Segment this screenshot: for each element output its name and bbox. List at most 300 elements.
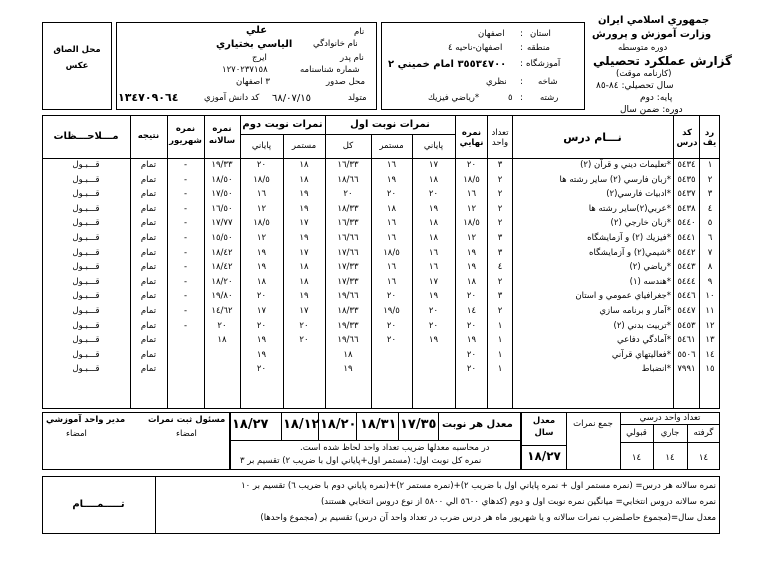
course-name: *فيزيك (٢) و آزمايشگاه [587,232,671,243]
course-first-continuous: ١٨/٥ [383,247,400,258]
course-first-total: ١٨/٣٣ [337,203,359,214]
footer-done: تـــــمــــام [72,499,125,510]
course-code: ٥٤٣٤ [677,160,696,170]
course-units: ٤ [497,262,503,273]
units-header: تعداد واحد درسي [639,413,701,423]
course-row-number: ٤ [707,203,713,214]
course-summer-grade: - [183,320,188,331]
course-remark: قـــبـول [72,262,100,273]
course-annual-grade: ١٩/٨٠ [211,291,233,302]
level-title: دوره متوسطه [618,43,668,53]
course-row-number: ٣ [707,189,713,200]
course-remark: قـــبـول [72,218,100,229]
course-units: ٢ [497,203,503,214]
course-annual-grade: ١٤/٦٢ [211,305,233,316]
course-first-final [412,362,455,377]
course-final-grade: ٢٠ [466,291,477,302]
gpa-value: ١٨/٢٧ [527,449,561,463]
course-first-continuous: ١٨ [386,203,397,214]
course-second-continuous: ١٨ [299,276,309,287]
course-name: *جغرافياي عمومي و استان [575,291,671,302]
course-second-continuous: ٢٠ [299,320,309,331]
course-first-final: ١٩ [428,291,439,302]
course-remark: قـــبـول [72,203,100,214]
course-code: ٥٤٣٨ [677,203,696,214]
course-first-total: ١٧/٣٣ [337,262,359,273]
branch-value: نظري [486,77,507,87]
course-second-final: ٢٠ [256,291,267,302]
course-remark: قـــبـول [72,160,100,170]
issue-label: محل صدور [326,77,366,87]
course-first-final: ١٩ [428,335,439,346]
school-label: آموزشگاه [526,59,561,69]
course-row-number: ١٥ [705,364,715,375]
column-first-continuous [371,158,412,377]
units-passed-value: ١٤ [631,453,642,463]
course-second-continuous: ١٧ [299,247,309,258]
course-first-total: ١٨ [343,349,353,360]
course-first-continuous: ٢٠ [386,189,397,200]
course-first-continuous [371,362,412,377]
course-row-number: ٦ [707,232,713,243]
course-second-continuous: ١٧ [299,305,309,316]
course-first-final: ١٨ [428,232,439,243]
course-final-grade: ١٨/٥ [463,218,480,229]
header-row: رد يف [702,128,717,149]
issue-value: ٣ اصفهان [236,77,270,87]
student-code-value: ١٣٤٧٠٩٠٦٤ [118,91,179,104]
header-remarks: مـــلاحـــظات [53,131,119,142]
course-name: *هندسه (١) [629,276,671,287]
course-annual-grade: ١٦/٥٠ [211,203,233,214]
course-second-final: ٢٠ [256,160,267,170]
footer-line-1: نمره سالانه هر درس= (نمره مستمر اول + نمره پاياني اول با ضريب ٢)+(نمره مستمر ٢)+(نمره پاياني دوم با ضريب ٦) تقسيم بر ١٠ [241,481,716,491]
course-annual-grade: ١٨/٢٠ [211,276,233,287]
course-units: ١ [497,320,503,331]
round-avg-3: ١٨/٢٠ [320,417,357,432]
course-code: ٥٤٦١ [677,335,696,346]
director-label: مدير واحد آموزشي [46,415,126,425]
course-remark: قـــبـول [72,335,100,346]
course-name: *شيمي(٢) و آزمايشگاه [589,247,671,258]
total-label: جمع نمرات [573,419,613,429]
header-second-round: نمرات نوبت دوم [242,119,323,130]
course-second-final: ٢٠ [256,320,267,331]
course-second-final: ١٢ [256,232,267,243]
course-result: تمام [140,160,157,170]
course-summer-grade: - [183,232,188,243]
course-name: *زبان فارسي (٢) ساير رشته ها [559,174,671,185]
course-second-continuous [283,362,325,377]
course-summer-grade [167,333,204,348]
course-row-number: ١٤ [705,349,715,360]
round-avg-label: معدل هر نوبت [442,419,513,430]
header-first-final: پاياني [423,141,444,151]
id-label: شماره شناسنامه [300,65,360,75]
course-units: ٢ [497,174,503,185]
director-sign: امضاء [66,429,87,439]
course-remark: قـــبـول [72,276,100,287]
round-avg-4: ١٨/١٢ [283,417,320,432]
column-summer [167,158,204,377]
province-value: اصفهان [478,29,505,39]
header-second-continuous: مستمر [291,141,317,151]
course-code: ٥٤٣٧ [677,189,696,200]
course-units: ٣ [497,232,503,243]
course-name: *تربيت بدني (٢) [613,320,671,331]
course-name: *ادبيات فارسي(٢) [606,189,671,200]
course-final-grade: ١٤ [466,305,477,316]
course-name: *انضباط [641,364,671,375]
course-first-total: ١٨/٣٣ [337,305,359,316]
column-remarks [42,158,130,377]
course-second-continuous: ١٨ [299,160,309,170]
header-result: نتيجه [137,131,160,141]
course-annual-grade: ١٨/٤٢ [211,262,233,273]
province-label: استان [530,29,551,39]
course-row-number: ١٣ [705,335,715,346]
gpa-label: معدل سال [532,416,556,438]
course-summer-grade [167,362,204,377]
course-result: تمام [140,262,157,273]
course-row-number: ١٢ [705,320,715,331]
course-code: ٥٤٤٠ [677,218,696,229]
course-result: تمام [140,203,157,214]
field-label: رشته [540,93,559,103]
course-units: ١ [497,335,503,346]
course-result: تمام [140,276,157,287]
course-row-number: ٩ [707,276,713,287]
course-final-grade: ١٩ [466,262,477,273]
course-code: ٥٥٠٦ [677,349,696,360]
course-first-final: ١٦ [428,247,439,258]
course-code: ٥٤٣٥ [677,174,696,185]
course-first-total: ١٧/٦٦ [337,247,359,258]
column-second-final [240,158,283,377]
course-annual-grade [204,348,240,363]
course-result: تمام [140,320,157,331]
course-first-continuous: ١٦ [386,160,397,170]
republic-title: جمهوري اسلامي ايران [598,15,710,26]
course-first-continuous: ١٩ [386,174,397,185]
course-name: *عربي(٢)ساير رشته ها [588,203,671,214]
course-first-continuous [371,348,412,363]
course-first-continuous: ١٩/٥ [383,305,400,316]
course-annual-grade: ١٨ [217,335,227,346]
header-first-round: نمرات نوبت اول [350,119,430,130]
header-final: نمره نهايي [459,128,484,149]
course-annual-grade: ٢٠ [217,320,227,331]
course-name: *زبان خارجي (٢) [610,218,671,229]
course-remark: قـــبـول [72,349,100,360]
course-second-final: ١٩ [256,349,267,360]
avg-note-2: نمره كل نوبت اول: (مستمر اول+پاياني اول با ضريب ٢) تقسيم بر ٣ [240,456,482,466]
avg-note-1: در محاسبه معدلها ضريب تعداد واحد لحاظ شده است. [300,443,490,453]
course-first-final [412,348,455,363]
round-avg-1: ١٧/٣٥ [400,417,437,432]
column-second-continuous [283,158,325,377]
course-name: *آمار و برنامه سازي [599,305,671,316]
header-summer: نمره شهريور [169,124,202,146]
course-second-continuous: ١٨ [299,174,309,185]
course-first-continuous: ١٦ [386,262,397,273]
course-result: تمام [140,305,157,316]
course-units: ٣ [497,291,503,302]
course-summer-grade: - [183,247,188,258]
academic-year: سال تحصيلي: ٨٤-٨٥ [596,81,674,91]
header-first-total: كل [342,141,354,151]
units-taken-label: گرفته [693,428,714,438]
photo-label-line1: محل الصاق [53,45,101,55]
course-first-continuous: ١٦ [386,276,397,287]
id-value: ١٢٧٠٢٣٧١٥٨ [222,65,268,75]
course-first-final: ١٧ [428,160,439,170]
header-annual: نمره سالانه [208,124,236,146]
course-final-grade: ١٦ [466,189,477,200]
course-second-continuous: ١٧ [299,218,309,229]
course-result: تمام [140,349,157,360]
school-value: ٣٥٥٣٤٧٠٠ امام خميني ٢ [388,59,507,70]
course-second-continuous: ١٨ [299,262,309,273]
course-final-grade: ٢٠ [466,320,477,331]
course-first-final: ٢٠ [428,320,439,331]
course-second-final: ١٨/٥ [253,174,270,185]
column-result [130,158,167,377]
course-units: ٢ [497,305,503,316]
course-code: ٥٤٥٣ [677,320,696,331]
photo-label-line2: عكس [65,61,89,71]
course-first-total: ١٦/٦٦ [337,232,359,243]
course-remark: قـــبـول [72,364,100,375]
course-row-number: ٧ [707,247,713,258]
course-result: تمام [140,364,157,375]
course-second-continuous: ١٩ [299,203,309,214]
units-current-label: جاري [660,428,680,438]
course-remark: قـــبـول [72,291,100,302]
term: دوره: ضمن سال [620,105,683,115]
course-first-final: ١٧ [428,276,439,287]
course-first-final: ١٩ [428,203,439,214]
course-first-continuous: ٢٠ [386,335,397,346]
course-remark: قـــبـول [72,320,100,331]
course-second-continuous [283,348,325,363]
course-units: ١ [497,349,503,360]
branch-label: شاخه [538,77,558,87]
course-annual-grade: ١٨/٥٠ [211,174,233,185]
course-first-total: ١٦/٣٣ [337,218,359,229]
course-code: ٥٤٤٣ [677,262,696,273]
course-result: تمام [140,247,157,258]
course-second-final: ١٢ [256,203,267,214]
course-second-final: ١٩ [256,247,267,258]
first-name-value: علي [246,25,268,36]
course-second-continuous: ١٩ [299,291,309,302]
course-first-final: ١٦ [428,262,439,273]
course-units: ٣ [497,247,503,258]
course-summer-grade: - [183,291,188,302]
course-code: ٥٤٤٤ [677,276,696,287]
course-second-final: ١٨ [256,276,267,287]
course-annual-grade: ١٧/٧٧ [211,218,233,229]
course-first-final: ١٨ [428,174,439,185]
header-course: نـــام درس [563,131,622,144]
course-first-continuous: ١٦ [386,232,397,243]
course-final-grade: ١٩ [466,335,477,346]
round-avg-2: ١٨/٣١ [360,417,397,432]
course-first-total: ١٩/٦٦ [337,335,359,346]
column-units [488,158,512,377]
region-label: منطقه [527,43,550,53]
course-first-total: ٢٠ [343,189,353,200]
course-final-grade: ١٢ [466,232,477,243]
course-second-continuous: ٢٠ [299,335,309,346]
course-units: ٣ [497,160,503,170]
course-summer-grade: - [183,160,188,170]
course-remark: قـــبـول [72,232,100,243]
course-name: *تعليمات ديني و قرآن (٢) [580,160,671,170]
course-summer-grade: - [183,174,188,185]
column-first-final [412,158,455,377]
footer-line-3: معدل سال=(مجموع حاصلضرب نمرات سالانه و يا شهريور ماه هر درس ضرب در تعداد واحد آن درس) تقسيم بر (مجموع واحدها) [260,513,716,523]
course-result: تمام [140,232,157,243]
column-final [456,158,487,377]
course-remark: قـــبـول [72,247,100,258]
course-final-grade: ٢٠ [466,364,477,375]
footer-line-2: نمره سالانه دروس انتخابي= ميانگين نمره نوبت اول و دوم (كدهاي ٥٦٠٠ الي ٥٨٠٠ از نوع دروس انتخابي هستند) [320,497,716,507]
round-avg-5: ١٨/٢٧ [232,417,269,432]
units-passed-label: قبولي [626,428,647,438]
course-summer-grade: - [183,305,188,316]
father-value: ايرج [252,53,267,63]
birth-label: متولد [348,93,367,103]
course-annual-grade [204,362,240,377]
course-row-number: ٨ [707,262,713,273]
course-final-grade: ١٨ [466,276,477,287]
course-annual-grade: ١٨/٤٢ [211,247,233,258]
course-code: ٥٤٤٦ [677,291,696,302]
course-first-final: ٢٠ [428,305,439,316]
registrar-label: مسئول ثبت نمرات [148,415,226,425]
column-annual [204,158,240,377]
course-summer-grade: - [183,203,188,214]
course-summer-grade [167,348,204,363]
grade-level: پايه: دوم [640,93,673,103]
header-second-final: پاياني [251,141,272,151]
course-code: ٥٤٤٢ [677,247,696,258]
student-code-label: كد دانش آموزي [204,93,260,103]
course-code: ٥٤٤٧ [677,305,696,316]
report-subtitle: (كارنامه موقت) [616,69,672,79]
course-row-number: ١٠ [705,291,715,302]
course-row-number: ١ [707,160,713,170]
course-second-continuous: ١٩ [299,189,309,200]
course-summer-grade: - [183,276,188,287]
course-result: تمام [140,189,157,200]
last-name-value: الياسي بختياري [216,39,293,50]
course-units: ٢ [497,218,503,229]
course-second-final: ١٨/٥ [253,218,270,229]
course-final-grade: ١٨/٥ [463,174,480,185]
course-first-continuous: ١٦ [386,218,397,229]
first-name-label: نام [354,27,365,37]
course-code: ٧٩٩١ [677,364,696,375]
column-code [674,158,699,377]
field-code: ٥ [508,93,513,103]
field-value: *رياضي فيزيك [428,93,480,103]
column-first-total [325,158,371,377]
course-first-total: ١٩/٦٦ [337,291,359,302]
father-label: نام پدر [340,53,364,63]
course-remark: قـــبـول [72,174,100,185]
course-row-number: ١١ [705,305,715,316]
units-taken-value: ١٤ [698,453,709,463]
course-first-total: ١٧/٣٣ [337,276,359,287]
ministry-title: وزارت آموزش و پرورش [592,29,712,40]
course-first-continuous: ٢٠ [386,320,397,331]
course-first-total: ١٩/٣٣ [337,320,359,331]
course-first-continuous: ٢٠ [386,291,397,302]
course-first-total: ١٨/٦٦ [337,174,359,185]
course-second-final: ١٦ [256,189,267,200]
course-final-grade: ١٩ [466,247,477,258]
course-final-grade: ٢٠ [466,160,477,170]
last-name-label: نام خانوادگي [313,39,358,49]
course-summer-grade: - [183,262,188,273]
course-code: ٥٤٤١ [677,232,696,243]
course-first-total: ١٩ [343,364,353,375]
course-row-number: ٥ [707,218,713,229]
course-annual-grade: ١٥/٥٠ [211,232,233,243]
course-first-final: ٢٠ [428,189,439,200]
course-final-grade: ١٢ [466,203,477,214]
course-row-number: ٢ [707,174,713,185]
header-units: تعداد واحد [491,128,509,149]
course-remark: قـــبـول [72,189,100,200]
registrar-sign: امضاء [176,429,197,439]
course-final-grade: ٢٠ [466,349,477,360]
course-summer-grade: - [183,189,188,200]
course-first-final: ١٨ [428,218,439,229]
birth-value: ٦٨/٠٧/١٥ [272,93,311,104]
course-result: تمام [140,218,157,229]
course-summer-grade: - [183,218,188,229]
course-result: تمام [140,291,157,302]
column-course [514,158,671,377]
course-second-final: ١٩ [256,335,267,346]
course-name: *آمادگي دفاعي [617,335,671,346]
course-result: تمام [140,335,157,346]
course-second-final: ١٧ [256,305,267,316]
column-row [700,158,720,377]
course-result: تمام [140,174,157,185]
course-remark: قـــبـول [72,305,100,316]
region-value: اصفهان-ناحيه ٤ [448,43,503,53]
course-second-continuous: ١٩ [299,232,309,243]
course-name: *فعاليتهاي قرآني [611,349,671,360]
units-current-value: ١٤ [665,453,675,463]
course-units: ٢ [497,276,503,287]
course-second-final: ١٩ [256,262,267,273]
header-code: كد درس [676,128,698,149]
course-first-total: ١٦/٣٣ [337,160,359,170]
course-annual-grade: ١٧/٥٠ [211,189,233,200]
course-units: ١ [497,364,503,375]
course-name: *رياضي (٢) [629,262,671,273]
course-annual-grade: ١٩/٣٣ [211,160,233,170]
report-title: گزارش عملکرد تحصيلي [593,54,733,68]
header-first-continuous: مستمر [379,141,404,151]
course-units: ٢ [497,189,503,200]
